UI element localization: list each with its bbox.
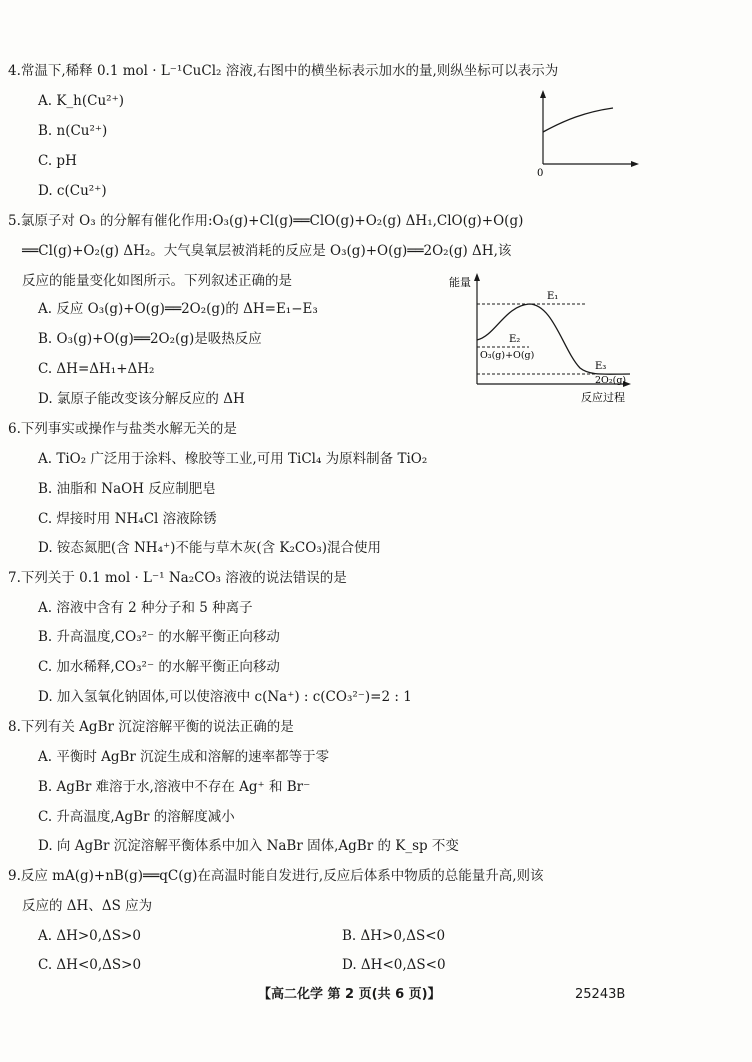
q5-product-label: 2O₂(g) xyxy=(595,375,627,386)
q6-option-c: C. 焊接时用 NH₄Cl 溶液除锈 xyxy=(38,511,217,527)
q5-stem-line-2: ══Cl(g)+O₂(g) ΔH₂。大气臭氧层被消耗的反应是 O₃(g)+O(g)══2O₂(g) ΔH,该 xyxy=(22,243,512,259)
q8-stem: 8.下列有关 AgBr 沉淀溶解平衡的说法正确的是 xyxy=(8,719,294,735)
q5-option-d: D. 氯原子能改变该分解反应的 ΔH xyxy=(38,391,245,407)
page-footer: 【高二化学 第 2 页(共 6 页)】 xyxy=(258,987,441,1002)
q9-option-d: D. ΔH<0,ΔS<0 xyxy=(342,957,446,973)
q5-y-axis xyxy=(474,273,480,384)
q7-option-a: A. 溶液中含有 2 种分子和 5 种离子 xyxy=(38,600,253,616)
q4-option-a: A. K_h(Cu²⁺) xyxy=(38,93,124,109)
q5-e2-label: E₂ xyxy=(509,334,521,345)
q4-y-axis xyxy=(540,90,546,164)
q5-option-b: B. O₃(g)+O(g)══2O₂(g)是吸热反应 xyxy=(38,331,262,347)
q4-graph xyxy=(525,88,645,180)
q9-option-b: B. ΔH>0,ΔS<0 xyxy=(342,928,446,944)
q8-option-d: D. 向 AgBr 沉淀溶解平衡体系中加入 NaBr 固体,AgBr 的 K_sp 不变 xyxy=(38,838,459,854)
q9-stem-line-1: 9.反应 mA(g)+nB(g)══qC(g)在高温时能自发进行,反应后体系中物质的总能量升高,则该 xyxy=(8,868,544,884)
q5-reactant-label: O₃(g)+O(g) xyxy=(480,350,535,361)
q5-option-c: C. ΔH=ΔH₁+ΔH₂ xyxy=(38,361,155,377)
q6-option-a: A. TiO₂ 广泛用于涂料、橡胶等工业,可用 TiCl₄ 为原料制备 TiO₂ xyxy=(38,451,428,467)
q9-option-a: A. ΔH>0,ΔS>0 xyxy=(38,928,141,944)
q8-option-a: A. 平衡时 AgBr 沉淀生成和溶解的速率都等于零 xyxy=(38,749,330,765)
q7-option-c: C. 加水稀释,CO₃²⁻ 的水解平衡正向移动 xyxy=(38,659,280,675)
q4-option-d: D. c(Cu²⁺) xyxy=(38,183,107,199)
q4-curve xyxy=(543,108,613,132)
q8-option-b: B. AgBr 难溶于水,溶液中不存在 Ag⁺ 和 Br⁻ xyxy=(38,779,311,795)
q8-option-c: C. 升高温度,AgBr 的溶解度减小 xyxy=(38,809,235,825)
q5-option-a: A. 反应 O₃(g)+O(g)══2O₂(g)的 ΔH=E₁−E₃ xyxy=(38,301,318,317)
q6-stem: 6.下列事实或操作与盐类水解无关的是 xyxy=(8,421,237,437)
q7-option-d: D. 加入氢氧化钠固体,可以使溶液中 c(Na⁺) : c(CO₃²⁻)=2 : 1 xyxy=(38,689,412,705)
q5-e3-label: E₃ xyxy=(595,361,607,372)
q9-stem-line-2: 反应的 ΔH、ΔS 应为 xyxy=(22,898,153,914)
q5-stem-line-3: 反应的能量变化如图所示。下列叙述正确的是 xyxy=(22,273,292,289)
q9-option-c: C. ΔH<0,ΔS>0 xyxy=(38,957,142,973)
q7-stem: 7.下列关于 0.1 mol · L⁻¹ Na₂CO₃ 溶液的说法错误的是 xyxy=(8,570,347,586)
q4-stem: 4.常温下,稀释 0.1 mol · L⁻¹CuCl₂ 溶液,右图中的横坐标表示加水的量,则纵坐标可以表示为 xyxy=(8,63,559,79)
q5-y-axis-label: 能量 xyxy=(449,276,471,289)
q4-origin-label: 0 xyxy=(537,168,544,179)
q4-option-c: C. pH xyxy=(38,153,77,169)
q5-reaction-curve xyxy=(477,304,630,374)
q5-energy-diagram xyxy=(445,268,645,404)
q6-option-d: D. 铵态氮肥(含 NH₄⁺)不能与草木灰(含 K₂CO₃)混合使用 xyxy=(38,540,382,556)
q7-option-b: B. 升高温度,CO₃²⁻ 的水解平衡正向移动 xyxy=(38,629,280,645)
q5-stem-line-1: 5.氯原子对 O₃ 的分解有催化作用:O₃(g)+Cl(g)══ClO(g)+O₂(g) ΔH₁,ClO(g)+O(g) xyxy=(8,213,524,229)
q4-x-axis xyxy=(543,161,639,167)
q6-option-b: B. 油脂和 NaOH 反应制肥皂 xyxy=(38,481,216,497)
q5-x-axis-label: 反应过程 xyxy=(581,391,625,404)
q5-e1-label: E₁ xyxy=(547,291,559,302)
paper-code: 25243B xyxy=(575,987,626,1002)
q4-option-b: B. n(Cu²⁺) xyxy=(38,123,108,139)
